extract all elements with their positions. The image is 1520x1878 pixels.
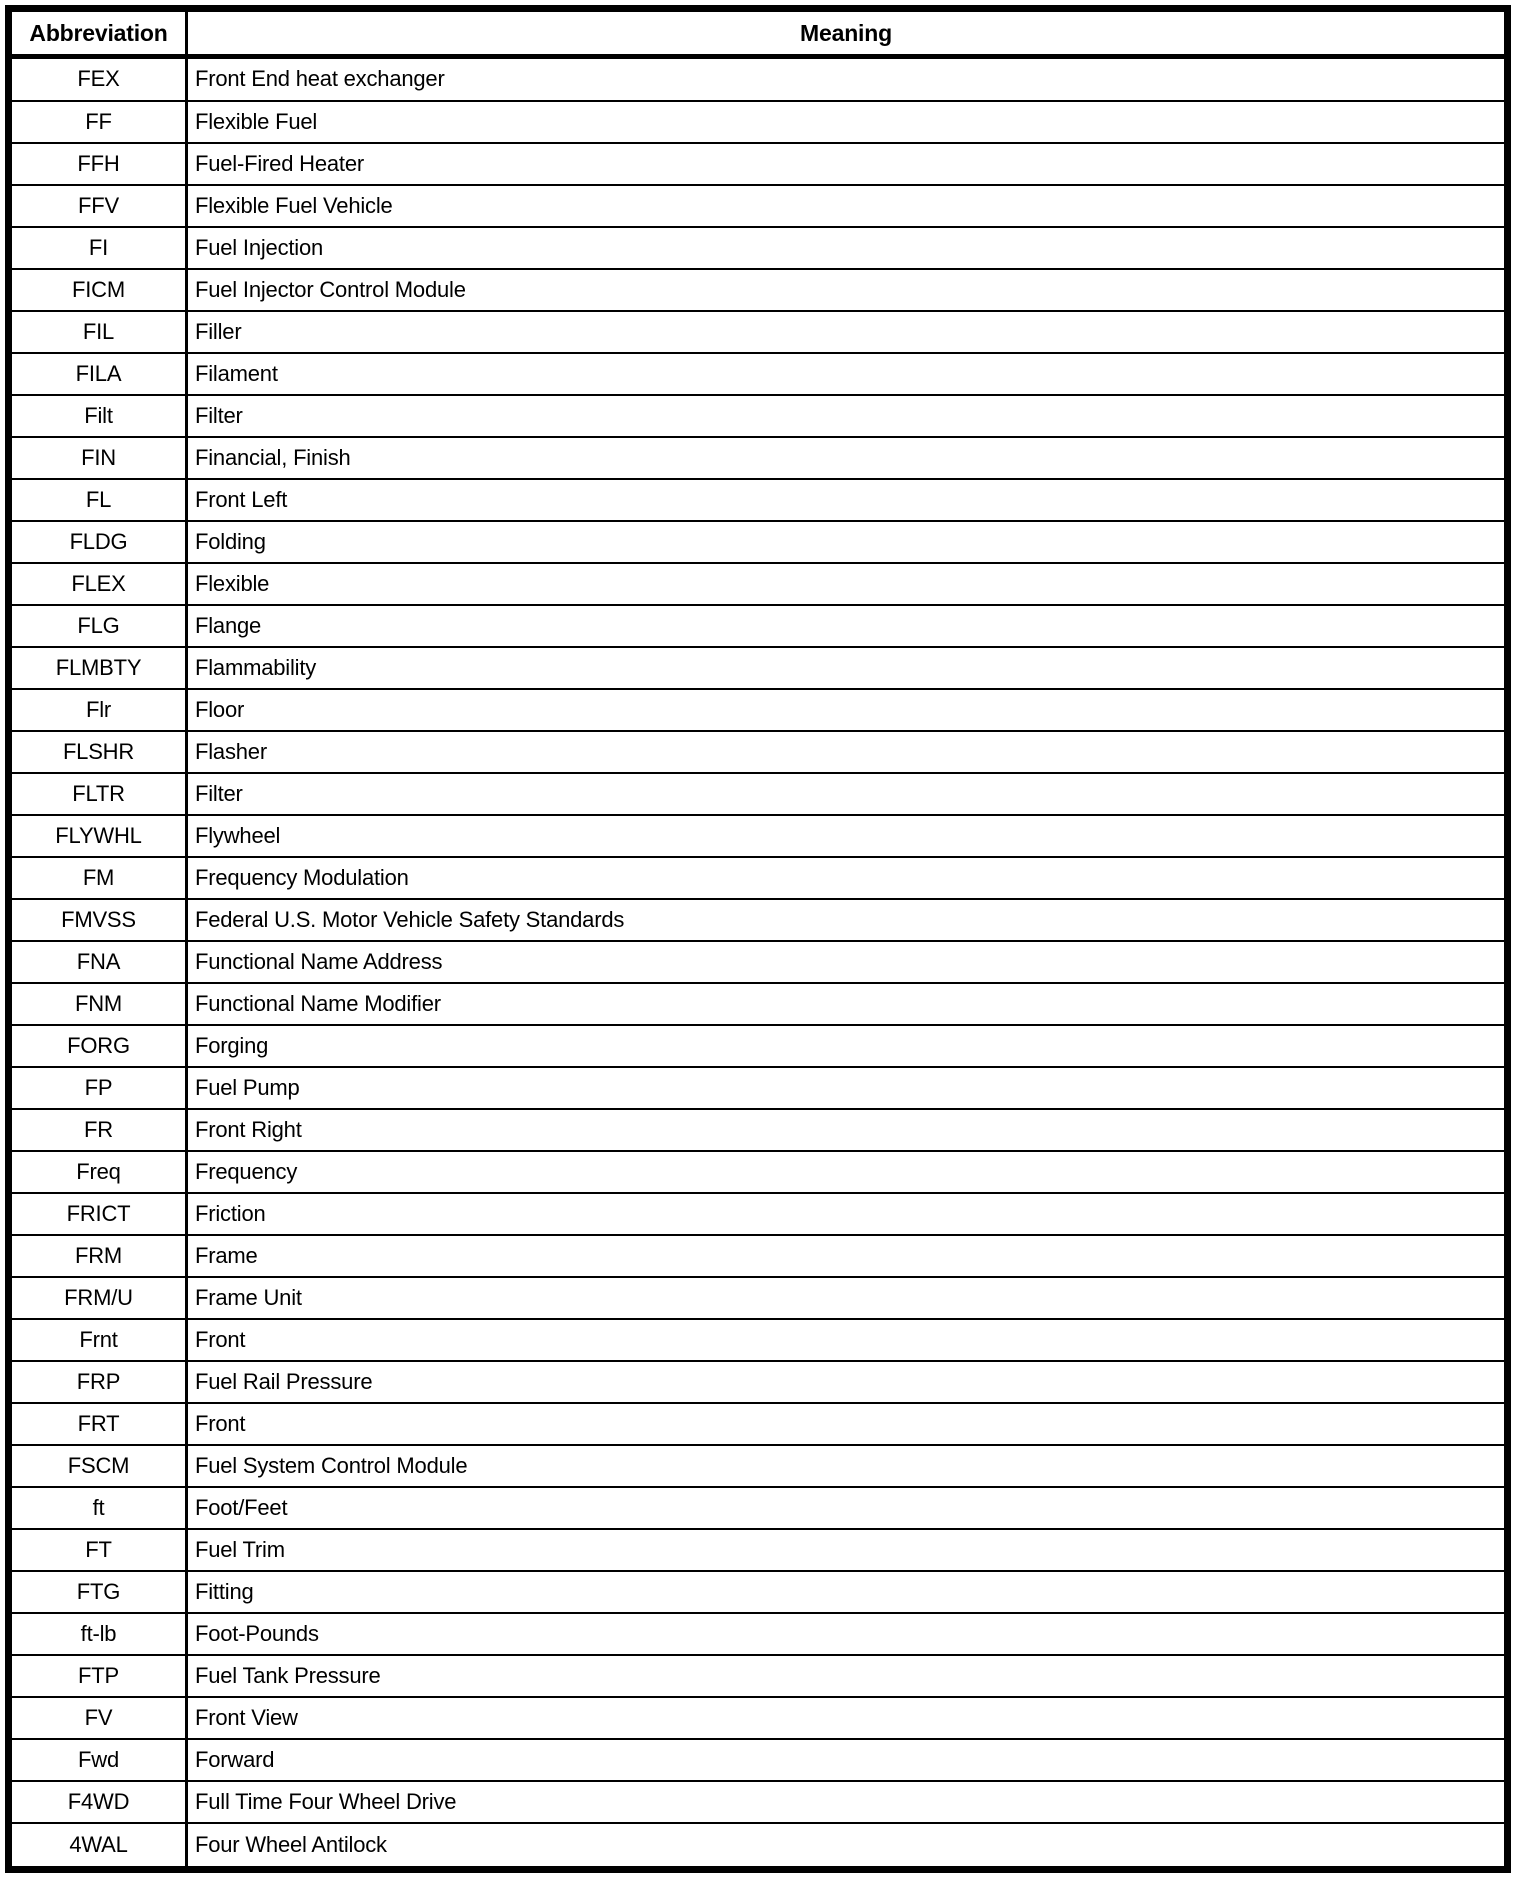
table-row <box>9 1781 1508 1823</box>
abbreviation-cell: Freq <box>9 1151 187 1193</box>
meaning-cell: Front View <box>187 1697 1508 1739</box>
header-row <box>9 9 1508 57</box>
meaning-cell: Folding <box>187 521 1508 563</box>
table-row <box>9 983 1508 1025</box>
abbreviation-cell: Frnt <box>9 1319 187 1361</box>
meaning-cell: Front End heat exchanger <box>187 57 1508 101</box>
table-row <box>9 1319 1508 1361</box>
abbreviation-cell: FM <box>9 857 187 899</box>
table-row <box>9 689 1508 731</box>
abbreviation-cell: FEX <box>9 57 187 101</box>
table-header <box>9 9 1508 57</box>
table-row <box>9 1361 1508 1403</box>
abbreviation-cell: FLMBTY <box>9 647 187 689</box>
abbreviation-cell: FLYWHL <box>9 815 187 857</box>
meaning-cell: Fuel System Control Module <box>187 1445 1508 1487</box>
abbreviation-cell: FFV <box>9 185 187 227</box>
table-row <box>9 941 1508 983</box>
abbreviation-cell: FLSHR <box>9 731 187 773</box>
table-row <box>9 1067 1508 1109</box>
table-row <box>9 269 1508 311</box>
abbreviation-column-header: Abbreviation <box>9 9 187 57</box>
table-row <box>9 1025 1508 1067</box>
table-row <box>9 1109 1508 1151</box>
table-row <box>9 1193 1508 1235</box>
table-row <box>9 1823 1508 1869</box>
meaning-cell: Four Wheel Antilock <box>187 1823 1508 1869</box>
abbreviation-cell: FP <box>9 1067 187 1109</box>
table-row <box>9 1403 1508 1445</box>
abbreviation-cell: FORG <box>9 1025 187 1067</box>
table-row <box>9 857 1508 899</box>
table-row <box>9 185 1508 227</box>
meaning-cell: Filter <box>187 773 1508 815</box>
abbreviation-cell: FT <box>9 1529 187 1571</box>
table-row <box>9 1739 1508 1781</box>
meaning-cell: Front Right <box>187 1109 1508 1151</box>
meaning-cell: Forward <box>187 1739 1508 1781</box>
abbreviation-cell: FF <box>9 101 187 143</box>
abbreviation-cell: FRM <box>9 1235 187 1277</box>
meaning-cell: Filler <box>187 311 1508 353</box>
table-row <box>9 605 1508 647</box>
meaning-cell: Full Time Four Wheel Drive <box>187 1781 1508 1823</box>
table-row <box>9 815 1508 857</box>
abbreviation-cell: 4WAL <box>9 1823 187 1869</box>
abbreviation-cell: FMVSS <box>9 899 187 941</box>
table-row <box>9 1571 1508 1613</box>
table-row <box>9 1445 1508 1487</box>
table-row <box>9 773 1508 815</box>
abbreviation-cell: FNA <box>9 941 187 983</box>
table-row <box>9 521 1508 563</box>
abbreviation-cell: FLDG <box>9 521 187 563</box>
meaning-column-header: Meaning <box>187 9 1508 57</box>
table-row <box>9 143 1508 185</box>
meaning-cell: Filter <box>187 395 1508 437</box>
table-row <box>9 437 1508 479</box>
abbreviation-cell: Fwd <box>9 1739 187 1781</box>
meaning-cell: Financial, Finish <box>187 437 1508 479</box>
abbreviation-cell: FTP <box>9 1655 187 1697</box>
meaning-cell: Fuel Pump <box>187 1067 1508 1109</box>
meaning-cell: Fitting <box>187 1571 1508 1613</box>
table-row <box>9 1529 1508 1571</box>
table-row <box>9 647 1508 689</box>
abbreviation-cell: FLTR <box>9 773 187 815</box>
meaning-cell: Flexible Fuel Vehicle <box>187 185 1508 227</box>
abbreviation-cell: FI <box>9 227 187 269</box>
table-row <box>9 899 1508 941</box>
table-row <box>9 731 1508 773</box>
table-row <box>9 563 1508 605</box>
table-row <box>9 1235 1508 1277</box>
abbreviation-cell: FIN <box>9 437 187 479</box>
meaning-cell: Flywheel <box>187 815 1508 857</box>
meaning-cell: Flange <box>187 605 1508 647</box>
table-row <box>9 1697 1508 1739</box>
abbreviation-cell: Filt <box>9 395 187 437</box>
meaning-cell: Filament <box>187 353 1508 395</box>
abbreviation-cell: ft-lb <box>9 1613 187 1655</box>
abbreviation-cell: FR <box>9 1109 187 1151</box>
abbreviation-cell: Flr <box>9 689 187 731</box>
meaning-cell: Federal U.S. Motor Vehicle Safety Standards <box>187 899 1508 941</box>
meaning-cell: Foot-Pounds <box>187 1613 1508 1655</box>
meaning-cell: Frequency Modulation <box>187 857 1508 899</box>
table-row <box>9 227 1508 269</box>
abbreviation-cell: FIL <box>9 311 187 353</box>
abbreviation-cell: FNM <box>9 983 187 1025</box>
abbreviation-cell: FV <box>9 1697 187 1739</box>
abbreviation-cell: ft <box>9 1487 187 1529</box>
abbreviation-cell: FSCM <box>9 1445 187 1487</box>
abbreviation-cell: FRP <box>9 1361 187 1403</box>
abbreviation-cell: FICM <box>9 269 187 311</box>
document-page <box>5 5 1511 1873</box>
abbreviation-cell: FRM/U <box>9 1277 187 1319</box>
table-row <box>9 1151 1508 1193</box>
table-row <box>9 1487 1508 1529</box>
abbreviation-cell: FRT <box>9 1403 187 1445</box>
table-row <box>9 353 1508 395</box>
meaning-cell: Forging <box>187 1025 1508 1067</box>
table-row <box>9 1613 1508 1655</box>
table-row <box>9 479 1508 521</box>
meaning-cell: Floor <box>187 689 1508 731</box>
meaning-cell: Frame <box>187 1235 1508 1277</box>
meaning-cell: Front <box>187 1403 1508 1445</box>
abbreviation-cell: FTG <box>9 1571 187 1613</box>
meaning-cell: Flexible <box>187 563 1508 605</box>
meaning-cell: Foot/Feet <box>187 1487 1508 1529</box>
meaning-cell: Functional Name Modifier <box>187 983 1508 1025</box>
table-row <box>9 1655 1508 1697</box>
meaning-cell: Fuel Trim <box>187 1529 1508 1571</box>
abbreviation-cell: FILA <box>9 353 187 395</box>
table-row <box>9 395 1508 437</box>
meaning-cell: Flexible Fuel <box>187 101 1508 143</box>
abbreviation-cell: FLEX <box>9 563 187 605</box>
meaning-cell: Fuel Rail Pressure <box>187 1361 1508 1403</box>
meaning-cell: Fuel-Fired Heater <box>187 143 1508 185</box>
meaning-cell: Frame Unit <box>187 1277 1508 1319</box>
meaning-cell: Flasher <box>187 731 1508 773</box>
meaning-cell: Friction <box>187 1193 1508 1235</box>
table-body <box>9 57 1508 1870</box>
meaning-cell: Fuel Injection <box>187 227 1508 269</box>
table-row <box>9 57 1508 101</box>
abbreviation-cell: FLG <box>9 605 187 647</box>
table-row <box>9 1277 1508 1319</box>
abbreviation-cell: FFH <box>9 143 187 185</box>
meaning-cell: Front Left <box>187 479 1508 521</box>
meaning-cell: Fuel Injector Control Module <box>187 269 1508 311</box>
table-row <box>9 101 1508 143</box>
table-row <box>9 311 1508 353</box>
meaning-cell: Functional Name Address <box>187 941 1508 983</box>
abbreviation-cell: FL <box>9 479 187 521</box>
meaning-cell: Front <box>187 1319 1508 1361</box>
abbreviation-table <box>5 5 1511 1873</box>
meaning-cell: Frequency <box>187 1151 1508 1193</box>
meaning-cell: Fuel Tank Pressure <box>187 1655 1508 1697</box>
meaning-cell: Flammability <box>187 647 1508 689</box>
abbreviation-cell: F4WD <box>9 1781 187 1823</box>
abbreviation-cell: FRICT <box>9 1193 187 1235</box>
